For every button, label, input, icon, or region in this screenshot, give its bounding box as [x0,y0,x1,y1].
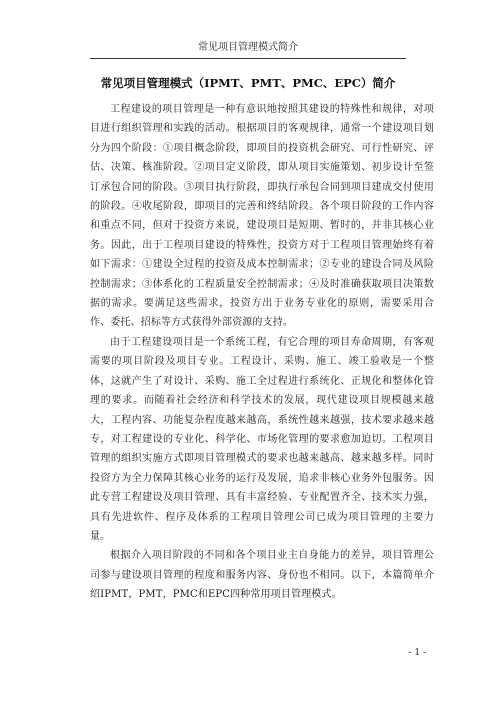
paragraph-2: 由于工程建设项目是一个系统工程，有它合理的项目寿命周期，有客观需要的项目阶段及项目专业。工程设计、采购、施工、竣工验收是一个整体，这就产生了对设计、采购、施工全过程进行系统化、正规化和整体化管理的要求。而随着社会经济和科学技术的发展，现代建设项目规模越来越大，工程内容、功能复杂程度越来越高，系统性越来越强，技术要求越来越专，对工程建设的专业化、科学化、市场化管理的要求愈加迫切。工程项目管理的组织实施方式即项目管理模式的要求也越来越高、越来越多样。同时投资方为全力保障其核心业务的运行及发展，追求非核心业务外包服务。因此专营工程建设及项目管理、具有丰富经验、专业配置齐全、技术实力强，具有先进软件、程序及体系的工程项目管理公司已成为项目管理的主要力量。 [90,336,434,542]
document-body [90,100,434,605]
document-title: 常见项目管理模式（IPMT、PMT、PMC、EPC）简介 [100,76,396,90]
page-header: 常见项目管理模式简介 [90,40,406,59]
page-number: - 1 - [408,648,426,658]
paragraph-1: 工程建设的项目管理是一种有意识地按照其建设的特殊性和规律，对项目进行组织管理和实践的活动。根据项目的客观规律，通常一个建设项目划分为四个阶段：①项目概念阶段，即项目的投资机会研究、可行性研究、评估、决策、核准阶段。②项目定义阶段，即从项目实施策划、初步设计至签订承包合同的阶段。③项目执行阶段，即执行承包合同到项目建成交付使用的阶段。④收尾阶段，即项目的完善和终结阶段。各个项目阶段的工作内容和重点不同，但对于投资方来说，建设项目是短期、暂时的，并非其核心业务。因此，出于工程项目建设的特殊性，投资方对于工程项目管理始终有着如下需求：①建设全过程的投资及成本控制需求；②专业的建设合同及风险控制需求；③体系化的工程质量安全控制需求；④及时准确获取项目决策数据的需求。要满足这些需求，投资方出于业务专业化的原则，需要采用合作、委托、招标等方式获得外部资源的支持。 [90,104,434,329]
paragraph-3: 根据介入项目阶段的不同和各个项目业主自身能力的差异，项目管理公司参与建设项目管理的程度和服务内容、身份也不相同。以下，本篇简单介绍IPMT，PMT，PMC和EPC四种常用项目管理模式。 [90,550,434,601]
